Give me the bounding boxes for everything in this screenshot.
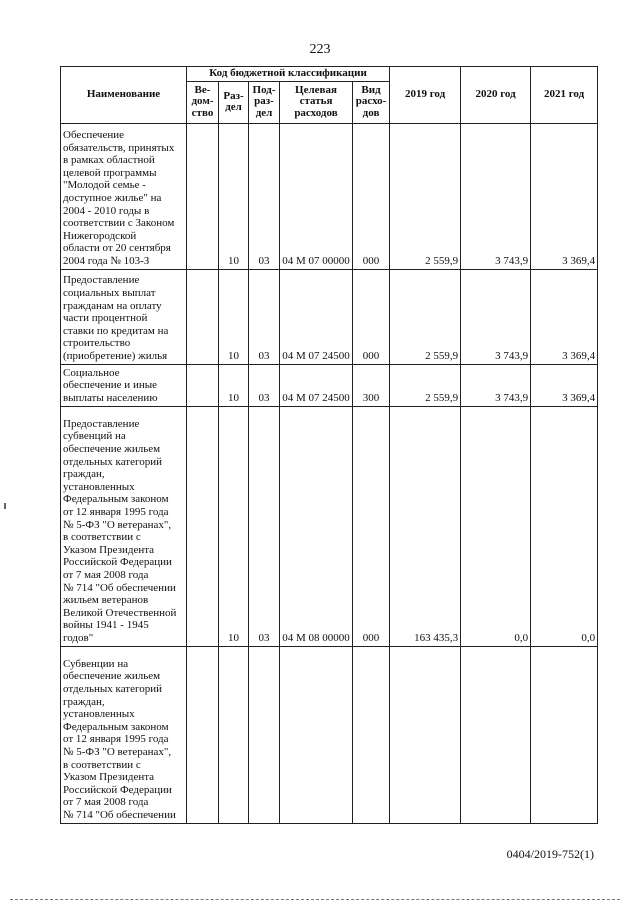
row-type: 300 [353,364,390,406]
document-code: 0404/2019-752(1) [506,847,594,861]
row-2019: 2 559,9 [390,123,461,269]
row-subsection: 03 [249,364,280,406]
scan-edge-line [10,899,620,900]
row-dept [187,123,219,269]
row-section [219,646,249,823]
row-type [353,646,390,823]
row-dept [187,364,219,406]
row-target: 04 М 08 00000 [280,406,353,646]
row-name: Обеспечение обязательств, принятых в рамках областной целевой программы "Молодой семье - доступное жилье" на 2004 - 2010 годы в соответствии с Законом Нижегородской области от 20 сентября 2004 года № 103-З [61,123,187,269]
row-section: 10 [219,123,249,269]
header-2021: 2021 год [531,67,598,124]
scan-mark [4,503,6,509]
row-subsection [249,646,280,823]
page-number: 223 [309,42,331,57]
row-type: 000 [353,123,390,269]
row-2020: 0,0 [461,406,531,646]
row-type: 000 [353,406,390,646]
row-name: Субвенции на обеспечение жильем отдельных категорий граждан, установленных Федеральным законом от 12 января 1995 года № 5-ФЗ "О ветеранах", в соответствии с Указом Президента Российской Федерации от 7 мая 2008 года № 714 "Об обеспечении [61,646,187,823]
row-target [280,646,353,823]
header-subsection: Под- раз- дел [249,81,280,123]
row-name: Социальное обеспечение и иные выплаты населению [61,364,187,406]
table-row [61,269,598,364]
budget-table [60,66,598,824]
header-code-group: Код бюджетной классификации [187,67,390,82]
row-section: 10 [219,364,249,406]
header-dept: Ве- дом- ство [187,81,219,123]
row-subsection: 03 [249,269,280,364]
row-subsection: 03 [249,406,280,646]
row-type: 000 [353,269,390,364]
table-row [61,406,598,646]
row-2021: 0,0 [531,406,598,646]
row-2019 [390,646,461,823]
row-dept [187,269,219,364]
row-2021 [531,646,598,823]
row-2019: 163 435,3 [390,406,461,646]
row-section: 10 [219,269,249,364]
row-2020: 3 743,9 [461,123,531,269]
table-row [61,364,598,406]
row-2020 [461,646,531,823]
row-2021: 3 369,4 [531,269,598,364]
header-section: Раз- дел [219,81,249,123]
row-section: 10 [219,406,249,646]
row-target: 04 М 07 24500 [280,364,353,406]
row-2019: 2 559,9 [390,269,461,364]
table-row [61,123,598,269]
row-2021: 3 369,4 [531,123,598,269]
table-row [61,646,598,823]
row-target: 04 М 07 00000 [280,123,353,269]
row-2020: 3 743,9 [461,364,531,406]
row-subsection: 03 [249,123,280,269]
row-target: 04 М 07 24500 [280,269,353,364]
header-name: Наименование [61,67,187,124]
row-2019: 2 559,9 [390,364,461,406]
header-target: Целевая статья расходов [280,81,353,123]
row-2020: 3 743,9 [461,269,531,364]
row-2021: 3 369,4 [531,364,598,406]
row-name: Предоставление социальных выплат гражданам на оплату части процентной ставки по кредитам на строительство (приобретение) жилья [61,269,187,364]
row-name: Предоставление субвенций на обеспечение жильем отдельных категорий граждан, установленных Федеральным законом от 12 января 1995 года № 5-ФЗ "О ветеранах", в соответствии с Указом Президента Российской Федерации от 7 мая 2008 года № 714 "Об обеспечении жильем ветеранов Великой Отечественной войны 1941 - 1945 годов" [61,406,187,646]
row-dept [187,406,219,646]
header-2019: 2019 год [390,67,461,124]
header-expense-type: Вид расхо- дов [353,81,390,123]
row-dept [187,646,219,823]
header-2020: 2020 год [461,67,531,124]
